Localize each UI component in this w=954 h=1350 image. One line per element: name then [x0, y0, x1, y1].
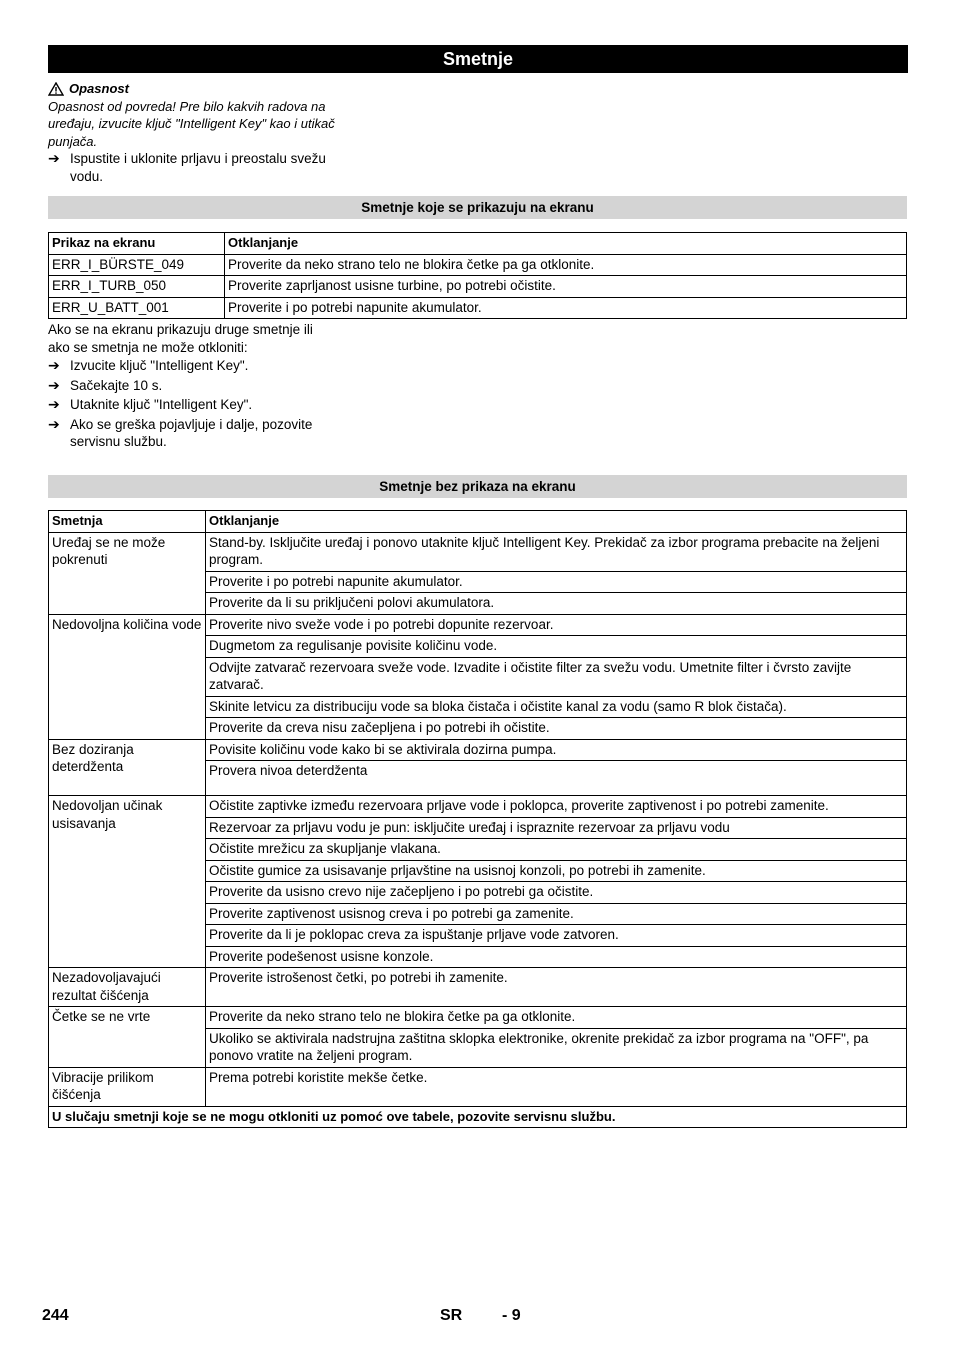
remedy: Ukoliko se aktivirala nadstrujna zaštitna sklopka elektronike, okrenite prekidač za izbor programa na "OFF", pa ponovo vratite na željeni program.: [206, 1028, 907, 1067]
remedy: Očistite gumice za usisavanje prljavštine na usisnoj konzoli, po potrebi ih zamenite.: [206, 860, 907, 882]
danger-notice: [48, 80, 338, 185]
arrow-right-icon: ➔: [48, 396, 60, 412]
danger-step-text: Ispustite i uklonite prljavu i preostalu svežu vodu.: [70, 151, 326, 184]
remedy: Očistite mrežicu za skupljanje vlakana.: [206, 839, 907, 861]
other-errors-instructions: [48, 321, 338, 451]
table-footer-note: U slučaju smetnji koje se ne mogu otkloniti uz pomoć ove tabele, pozovite servisnu službu.: [49, 1106, 907, 1128]
fault-name: Nezadovoljavajući rezultat čišćenja: [49, 968, 206, 1007]
fault-name: Vibracije prilikom čišćenja: [49, 1067, 206, 1106]
error-code: ERR_I_BÜRSTE_049: [49, 254, 225, 276]
fault-name: Četke se ne vrte: [49, 1007, 206, 1068]
instruction-step: [48, 357, 338, 375]
remedy: Proverite da neko strano telo ne blokira četke pa ga otklonite.: [206, 1007, 907, 1029]
fault-name: Nedovoljna količina vode: [49, 614, 206, 739]
table-row: [49, 532, 907, 571]
section-heading-no-display-errors: Smetnje bez prikaza na ekranu: [48, 475, 907, 498]
arrow-right-icon: ➔: [48, 150, 60, 166]
danger-heading: Opasnost: [69, 81, 129, 96]
remedy: Proverite da creva nisu začepljena i po potrebi ih očistite.: [206, 718, 907, 740]
remedy: Prema potrebi koristite mekše četke.: [206, 1067, 907, 1106]
table-row: [49, 796, 907, 818]
remedy: Proverite zaprljanost usisne turbine, po potrebi očistite.: [225, 276, 907, 298]
remedy: Proverite da li su priključeni polovi akumulatora.: [206, 593, 907, 615]
remedy: Proverite i po potrebi napunite akumulator.: [225, 297, 907, 319]
error-code: ERR_U_BATT_001: [49, 297, 225, 319]
remedy: Stand-by. Isključite uređaj i ponovo utaknite ključ Intelligent Key. Prekidač za izbor programa prebacite na željeni program.: [206, 532, 907, 571]
table-header-row: [49, 511, 907, 533]
faults-table: [48, 510, 907, 1128]
table-header-row: [49, 233, 907, 255]
remedy: Skinite letvicu za distribuciju vode sa bloka čistača i očistite kanal za vodu (samo R blok čistača).: [206, 696, 907, 718]
error-code: ERR_I_TURB_050: [49, 276, 225, 298]
fault-name: Uređaj se ne može pokrenuti: [49, 532, 206, 614]
remedy: Provera nivoa deterdženta: [206, 761, 907, 796]
table-row: [49, 276, 907, 298]
remedy: Proverite da li je poklopac creva za ispuštanje prljave vode zatvoren.: [206, 925, 907, 947]
section-heading-display-errors: Smetnje koje se prikazuju na ekranu: [48, 196, 907, 219]
remedy: Očistite zaptivke između rezervoara prljave vode i poklopca, proverite zaptivenost i po potrebi zamenite.: [206, 796, 907, 818]
column-header: Otklanjanje: [225, 233, 907, 255]
remedy: Proverite nivo sveže vode i po potrebi dopunite rezervoar.: [206, 614, 907, 636]
table-row: [49, 297, 907, 319]
arrow-right-icon: ➔: [48, 376, 60, 393]
table-row: [49, 1067, 907, 1106]
instruction-step: [48, 396, 338, 414]
table-row: [49, 739, 907, 761]
remedy: Proverite zaptivenost usisnog creva i po potrebi ga zamenite.: [206, 903, 907, 925]
table-row: [49, 614, 907, 636]
fault-name: Nedovoljan učinak usisavanja: [49, 796, 206, 968]
instruction-step: [48, 377, 338, 395]
table-row: [49, 254, 907, 276]
table-row: [49, 1007, 907, 1029]
remedy: Proverite da usisno crevo nije začepljeno i po potrebi ga očistite.: [206, 882, 907, 904]
instruction-step-text: Izvucite ključ "Intelligent Key".: [70, 358, 249, 373]
other-errors-intro: Ako se na ekranu prikazuju druge smetnje ili ako se smetnja ne može otkloniti:: [48, 322, 313, 355]
danger-text: Opasnost od povreda! Pre bilo kakvih radova na uređaju, izvucite ključ "Intelligent Key" kao i utikač punjača.: [48, 98, 335, 149]
danger-step: [48, 150, 338, 185]
sub-page-number: - 9: [502, 1307, 521, 1324]
remedy: Rezervoar za prljavu vodu je pun: isključite uređaj i ispraznite rezervoar za prljavu vodu: [206, 817, 907, 839]
remedy: Odvijte zatvarač rezervoara sveže vode. Izvadite i očistite filter za svežu vodu. Umetnite filter i čvrsto zavijte zatvarač.: [206, 657, 907, 696]
remedy: Proverite istrošenost četki, po potrebi ih zamenite.: [206, 968, 907, 1007]
arrow-right-icon: ➔: [48, 357, 60, 373]
danger-heading-row: [48, 80, 338, 98]
remedy: Proverite da neko strano telo ne blokira četke pa ga otklonite.: [225, 254, 907, 276]
column-header: Smetnja: [49, 511, 206, 533]
language-code: SR: [440, 1307, 463, 1324]
remedy: Proverite i po potrebi napunite akumulator.: [206, 571, 907, 593]
instruction-step-text: Ako se greška pojavljuje i dalje, pozovite servisnu službu.: [70, 416, 313, 449]
column-header: Prikaz na ekranu: [49, 233, 225, 255]
page-title: Smetnje: [48, 45, 908, 73]
remedy: Dugmetom za regulisanje povisite količinu vode.: [206, 636, 907, 658]
remedy: Povisite količinu vode kako bi se aktivirala dozirna pumpa.: [206, 739, 907, 761]
column-header: Otklanjanje: [206, 511, 907, 533]
fault-name: Bez doziranja deterdženta: [49, 739, 206, 796]
warning-triangle-icon: [48, 82, 64, 96]
instruction-step-text: Utaknite ključ "Intelligent Key".: [70, 397, 253, 412]
arrow-right-icon: ➔: [48, 415, 60, 432]
display-errors-table: [48, 232, 907, 319]
instruction-step: [48, 416, 338, 451]
table-footer-row: [49, 1106, 907, 1128]
table-row: [49, 968, 907, 1007]
page-number: 244: [42, 1307, 69, 1324]
remedy: Proverite podešenost usisne konzole.: [206, 946, 907, 968]
instruction-step-text: Sačekajte 10 s.: [70, 377, 163, 393]
